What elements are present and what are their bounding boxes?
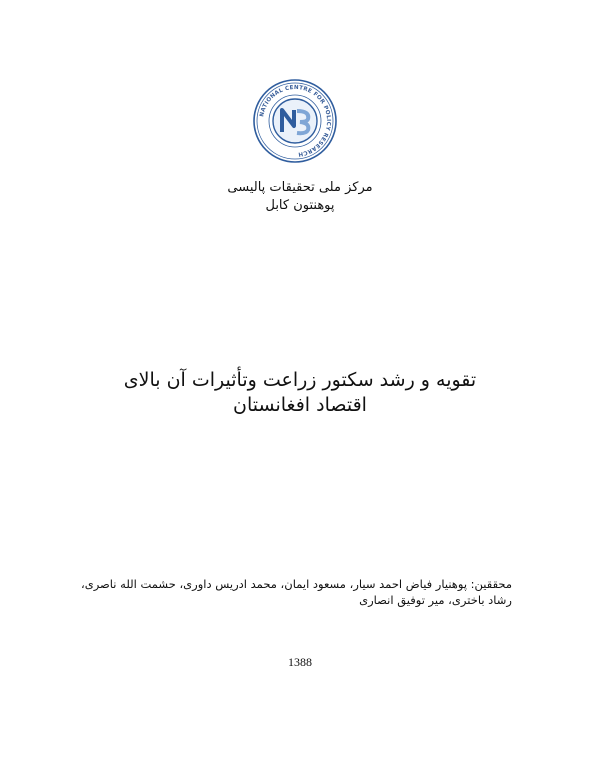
title-line-1: تقویه و رشد سکتور زراعت وتأثیرات آن بالای bbox=[123, 369, 477, 391]
institution-name: مرکز ملی تحقیقات پالیسی bbox=[227, 180, 373, 195]
authors-block bbox=[72, 576, 512, 608]
title-line-2: اقتصاد افغانستان bbox=[233, 394, 367, 416]
ncpr-logo bbox=[252, 78, 338, 164]
university-name: پوهنتون کابل bbox=[265, 198, 335, 213]
logo-emblem-icon bbox=[252, 78, 338, 164]
authors-line-2: رشاد باختری، میر توفیق انصاری bbox=[359, 593, 512, 607]
logo-ring-text: NATIONAL CENTRE FOR POLICY RESEARCH bbox=[259, 84, 332, 157]
authors-line-1: محققین: پوهنیار فیاض احمد سیار، مسعود ایمان، محمد ادریس داوری، حشمت الله ناصری، bbox=[80, 577, 512, 591]
document-title bbox=[0, 368, 600, 418]
publication-year: 1388 bbox=[288, 655, 312, 669]
